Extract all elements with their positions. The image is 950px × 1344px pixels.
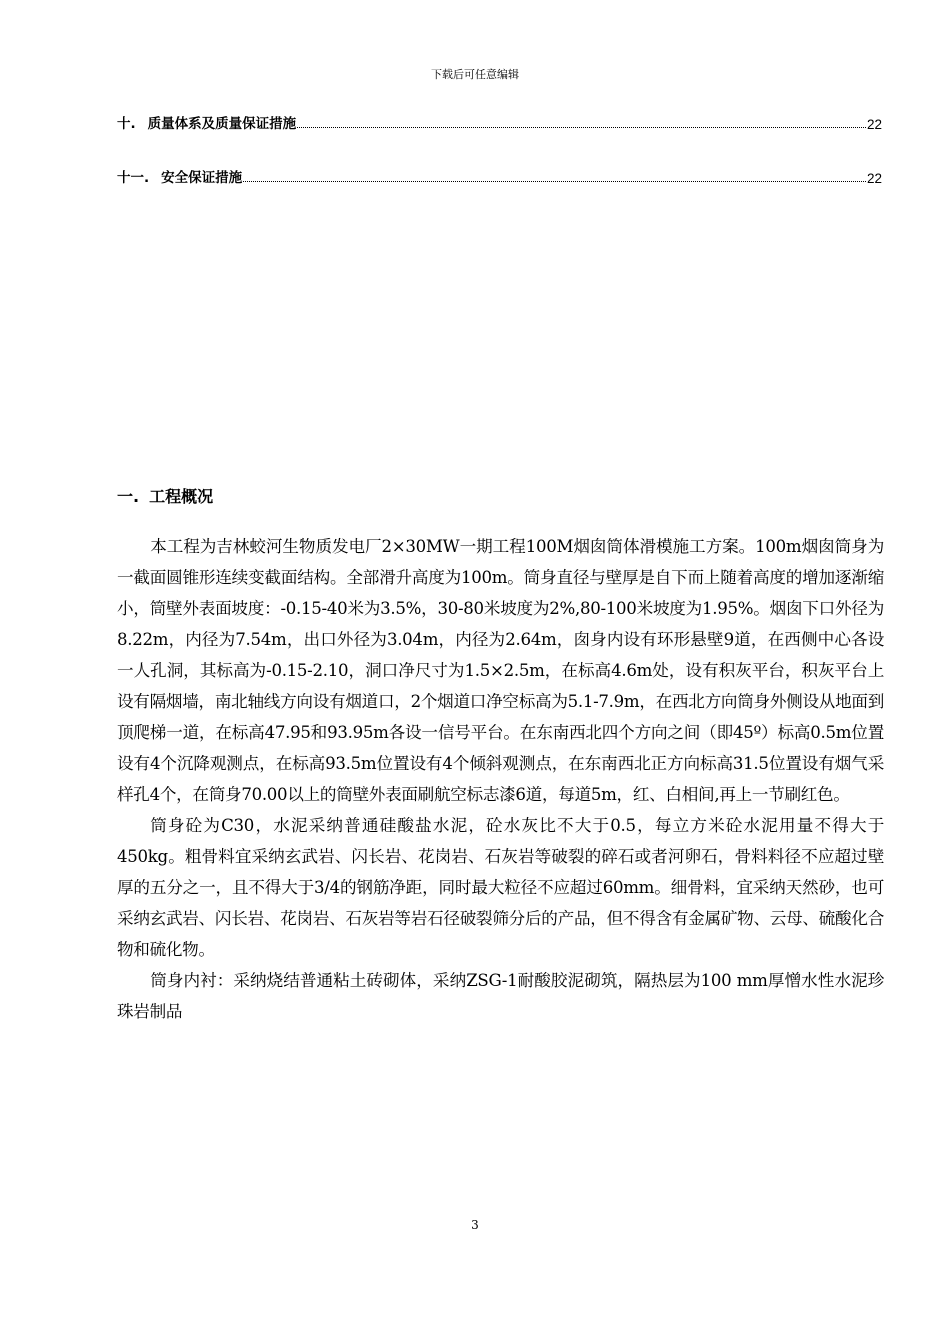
- page-number: 3: [471, 1218, 479, 1232]
- toc-entry-title: 安全保证措施: [161, 170, 243, 186]
- toc-entry-title: 质量体系及质量保证措施: [147, 116, 297, 132]
- paragraph-concrete: 筒身砼为C30，水泥采纳普通硅酸盐水泥，砼水灰比不大于0.5，每立方米砼水泥用量不得大于450kg。粗骨料宜采纳玄武岩、闪长岩、花岗岩、石灰岩等破裂的碎石或者河卵石，骨料料径不应超过壁厚的五分之一，且不得大于3/4的钢筋净距，同时最大粒径不应超过60mm。细骨料，宜采纳天然砂，也可采纳玄武岩、闪长岩、花岗岩、石灰岩等岩石径破裂筛分后的产品，但不得含有金属矿物、云母、硫酸化合物和硫化物。: [117, 816, 884, 959]
- paragraph-overview: 本工程为吉林蛟河生物质发电厂2×30MW一期工程100M烟囱筒体滑模施工方案。100m烟囱筒身为一截面圆锥形连续变截面结构。全部滑升高度为100m。筒身直径与壁厚是自下而上随着高度的增加逐渐缩小，筒壁外表面坡度：-0.15-40米为3.5%，30-80米坡度为2%,80-100米坡度为1.95%。烟囱下口外径为8.22m，内径为7.54m，出口外径为3.04m，内径为2.64m，囱身内设有环形悬壁9道，在西侧中心各设一人孔洞，其标高为-0.15-2.10，洞口净尺寸为1.5×2.5m，在标高4.6m处，设有积灰平台，积灰平台上设有隔烟墙，南北轴线方向设有烟道口，2个烟道口净空标高为5.1-7.9m，在西北方向筒身外侧设从地面到顶爬梯一道，在标高47.95和93.95m各设一信号平台。在东南西北四个方向之间（即45º）标高0.5m位置设有4个沉降观测点，在标高93.5m位置设有4个倾斜观测点，在东南西北正方向标高31.5位置设有烟气采样孔4个，在筒身70.00以上的筒壁外表面刷航空标志漆6道，每道5m，红、白相间,再上一节刷红色。: [117, 537, 884, 804]
- paragraph-lining: 筒身内衬：采纳烧结普通粘土砖砌体，采纳ZSG-1耐酸胶泥砌筑，隔热层为100 mm厚憎水性水泥珍珠岩制品: [117, 971, 884, 1021]
- section-body: [117, 531, 884, 1027]
- toc-entry-label: [117, 112, 296, 132]
- toc-entry-number: 十.: [117, 116, 136, 132]
- page-header-note: 下载后可任意编辑: [431, 68, 519, 81]
- toc-entry-quality[interactable]: [117, 112, 882, 132]
- toc-leader-dots: [243, 181, 866, 182]
- toc-entry-page: 22: [866, 171, 882, 186]
- section-number: 一.: [117, 487, 140, 506]
- toc-entry-page: 22: [866, 117, 882, 132]
- toc-entry-label: [117, 166, 242, 186]
- toc-leader-dots: [297, 127, 866, 128]
- section-heading: [117, 484, 213, 507]
- section-title: 工程概况: [149, 487, 214, 506]
- toc-entry-number: 十一.: [117, 170, 150, 186]
- toc-entry-safety[interactable]: [117, 166, 882, 186]
